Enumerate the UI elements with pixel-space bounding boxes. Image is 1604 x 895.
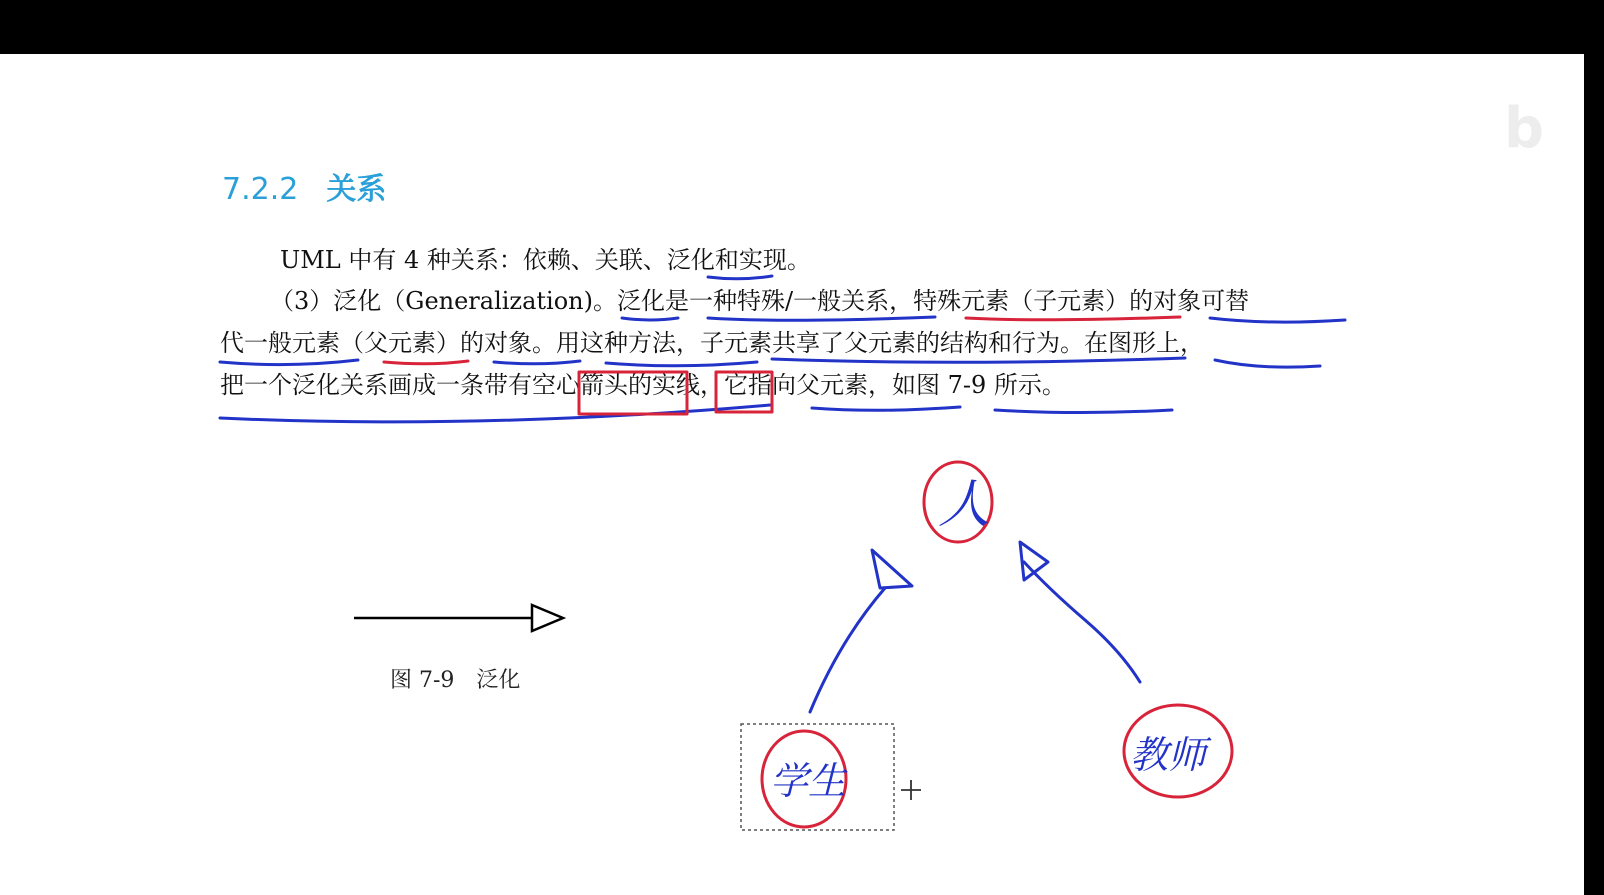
crosshair-cursor-icon (901, 780, 921, 800)
paragraph-intro: UML 中有 4 种关系：依赖、关联、泛化和实现。 (280, 246, 811, 274)
hand-drawn-hierarchy (741, 462, 1232, 830)
paragraph-line-4: 把一个泛化关系画成一条带有空心箭头的实线，它指向父元素，如图 7-9 所示。 (220, 371, 1066, 399)
child-right-label: 教师 (1130, 733, 1207, 777)
figure-caption-text: 泛化 (476, 668, 521, 693)
paragraph-line-3: 代一般元素（父元素）的对象。用这种方法，子元素共享了父元素的结构和行为。在图形上， (220, 329, 1204, 357)
bilibili-watermark-icon: b (1504, 96, 1541, 161)
figure-number: 图 7-9 (390, 668, 455, 693)
section-number: 7.2.2 (222, 172, 299, 207)
parent-label: 人 (938, 475, 991, 535)
paragraph-line-2: （3）泛化（Generalization)。泛化是一种特殊/一般关系，特殊元素（子元素）的对象可替 (270, 287, 1250, 315)
generalization-arrow-icon (354, 605, 563, 631)
child-left-label: 学生 (770, 759, 847, 803)
ink-underlines-red (384, 317, 1180, 364)
ink-underlines-blue (220, 276, 1345, 422)
section-title: 关系 (326, 172, 387, 207)
